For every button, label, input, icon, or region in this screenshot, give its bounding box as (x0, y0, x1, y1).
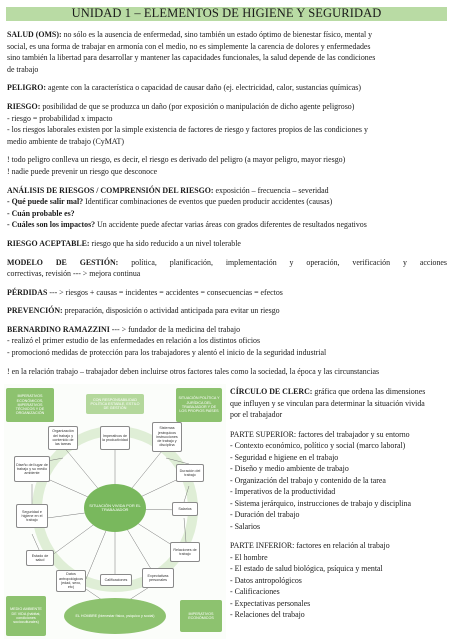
node-relaciones-trabajo: Relaciones de trabajo (170, 542, 200, 562)
node-salarios: Salarios (172, 502, 198, 516)
inferior-item: - Expectativas personales (230, 598, 311, 608)
riesgo-line-1: - riesgo = probabilidad x impacto (7, 113, 113, 123)
ramazzini-term: BERNARDINO RAMAZZINI (7, 324, 110, 334)
node-imperativos-economicos-top: IMPERATIVOS ECONÓMICOS, IMPERATIVOS TÉCNICOS Y DE ORGANIZACIÓN (6, 388, 54, 422)
superior-item: - Salarios (230, 521, 261, 531)
node-medio-ambiente-vida: MEDIO AMBIENTE DE VIDA (hábitat, condiciones socioculturales) (6, 596, 46, 636)
salud-line-3: sino también la libertad para desarrollar y mantener las capacidades funcionales, la salud depende de las condiciones (7, 53, 376, 63)
definitions-section (7, 29, 447, 384)
clerc-circle-diagram (4, 384, 226, 639)
analisis-q1-text: Identificar combinaciones de eventos que pueden producir accidentes (causas) (85, 197, 333, 207)
riesgo-line-3: medio ambiente de trabajo (CyMAT) (7, 136, 125, 146)
riesgo-paragraph (7, 101, 447, 147)
title-highlight (6, 7, 447, 21)
notes-paragraph (7, 154, 447, 177)
inferior-item: - Relaciones del trabajo (230, 610, 305, 619)
node-sistemas-jerarquicos: Sistemas jerárquicos instrucciones de trabajo y disciplina (152, 422, 182, 452)
analisis-paragraph (7, 185, 447, 231)
page-title: UNIDAD 1 – ELEMENTOS DE HIGIENE Y SEGURIDAD (71, 6, 382, 20)
clerc-term: CÍRCULO DE CLERC: (230, 387, 313, 396)
gestion-paragraph (7, 257, 447, 280)
perdidas-term: PÉRDIDAS (7, 287, 48, 297)
clerc-paragraph (230, 386, 448, 421)
salud-line-1: no sólo es la ausencia de enfermedad, sino también un estado óptimo de bienestar físico, mental y (63, 30, 373, 39)
analisis-text: exposición – frecuencia – severidad (215, 185, 329, 195)
gestion-term: MODELO DE GESTIÓN: (7, 257, 119, 267)
gestion-line-2: correctivas, revisión --- > mejora continua (7, 269, 141, 279)
inferior-item: - Datos antropológicos (230, 575, 302, 585)
perdidas-paragraph (7, 287, 447, 299)
inferior-item: - El estado de salud biológica, psíquica y mental (230, 564, 383, 573)
inferior-item: - Calificaciones (230, 587, 280, 596)
clerc-text: gráfica que ordena las dimensiones (314, 387, 426, 396)
salud-paragraph (7, 29, 447, 75)
peligro-paragraph (7, 82, 447, 94)
node-calificaciones: Calificaciones (100, 574, 132, 586)
salud-line-4: de trabajo (7, 64, 39, 74)
superior-paragraph (230, 429, 448, 533)
node-organizacion: Organización del trabajo y contenido de las tareas (48, 426, 78, 450)
clerc-line-2: por el trabajador (230, 410, 283, 419)
analisis-q3-term: - Cuáles son los impactos? (7, 220, 96, 230)
peligro-text: agente con la característica o capacidad de causar daño (ej. electricidad, calor, sustancias químicas) (48, 83, 361, 93)
ramazzini-text: --- > fundador de la medicina del trabajo (111, 324, 241, 334)
peligro-term: PELIGRO: (7, 83, 47, 93)
superior-item: - Organización del trabajo y contenido de la tarea (230, 475, 386, 485)
analisis-term: ANÁLISIS DE RIESGOS / COMPRENSIÓN DEL RIESGO: (7, 185, 214, 195)
superior-item: - Contexto económico, político y social (marco laboral) (230, 441, 406, 450)
note-1: ! todo peligro conlleva un riesgo, es decir, el riesgo es derivado del peligro (a mayor peligro, mayor riesgo) (7, 155, 346, 165)
node-seguridad-higiene: Seguridad e higiene en el trabajo (16, 504, 48, 528)
clerc-explanation (230, 386, 448, 629)
ramazzini-line-2: - promocionó medidas de protección para los trabajadores y alentó el inicio de la seguridad industrial (7, 348, 327, 358)
perdidas-text: --- > riesgos + causas = incidentes = accidentes = consecuencias = efectos (49, 287, 283, 297)
superior-item: - Imperativos de la productividad (230, 487, 336, 496)
analisis-q2-term: - Cuán probable es? (7, 208, 75, 218)
node-imperativos-productividad: Imperativos de la productividad (100, 426, 130, 450)
inferior-paragraph (230, 540, 448, 621)
ramazzini-paragraph (7, 324, 447, 359)
salud-term: SALUD (OMS): (7, 30, 62, 39)
analisis-q3-text: Un accidente puede afectar varias áreas con grados diferentes de resultados negativos (97, 220, 367, 230)
superior-heading: PARTE SUPERIOR: factores del trabajador y su entorno (230, 429, 410, 439)
prevencion-term: PREVENCIÓN: (7, 306, 63, 316)
superior-item: - Duración del trabajo (230, 510, 300, 519)
gestion-text: política, planificación, implementación y operación, verificación y acciones (131, 257, 447, 267)
relacion-paragraph (7, 366, 447, 378)
superior-item: - Sistema jerárquico, instrucciones de trabajo y disciplina (230, 498, 411, 508)
note-2: ! nadie puede prevenir un riesgo que desconoce (7, 166, 158, 176)
node-expectativas: Expectativas personales (142, 568, 174, 588)
node-imperativos-economicos-bottom: IMPERATIVOS ECONÓMICOS (180, 600, 222, 632)
node-estado-salud: Estado de salud (26, 550, 54, 566)
inferior-item: - El hombre (230, 552, 268, 562)
riesgo-term: RIESGO: (7, 101, 41, 111)
aceptable-paragraph (7, 238, 447, 250)
analisis-q1-term: - Qué puede salir mal? (7, 197, 84, 207)
node-responsabilidad-politica: CON RESPONSABILIDAD POLÍTICA ESTABLE, ESTILO DE GESTIÓN (86, 394, 144, 414)
node-datos-antropologicos: Datos antropológicos (edad, sexo, etc) (56, 570, 86, 592)
aceptable-text: riesgo que ha sido reducido a un nivel tolerable (91, 238, 241, 248)
node-el-hombre: EL HOMBRE (bienestar físico, psíquico y social) (64, 598, 166, 634)
prevencion-text: preparación, disposición o actividad anticipada para evitar un riesgo (64, 306, 280, 316)
riesgo-first: posibilidad de que se produzca un daño (por exposición o manipulación de dicho agente peligroso) (42, 101, 355, 111)
ramazzini-line-1: - realizó el primer estudio de las enfermedades en relación a los distintos oficios (7, 336, 261, 346)
salud-line-2: social, es una forma de trabajar en armonía con el medio, no es simplemente la carencia de dolores y enfermedades (7, 41, 371, 51)
superior-item: - Diseño y medio ambiente de trabajo (230, 464, 349, 473)
node-diseno-lugar: Diseño del lugar de trabajo y su medio ambiente (14, 456, 50, 482)
riesgo-line-2: - los riesgos laborales existen por la simple existencia de factores de riesgo y factores propios de las condiciones y (7, 125, 368, 135)
prevencion-paragraph (7, 305, 447, 317)
inferior-heading: PARTE INFERIOR: factores en relación al trabajo (230, 541, 390, 550)
aceptable-term: RIESGO ACEPTABLE: (7, 238, 90, 248)
superior-item: - Seguridad e higiene en el trabajo (230, 452, 339, 462)
node-situacion-vivida: SITUACIÓN VIVIDA POR EL TRABAJADOR (84, 484, 146, 532)
node-situacion-politica: SITUACIÓN POLÍTICA Y JURÍDICA DEL TRABAJADOR Y DE LOS PROPIOS PAÍSES (176, 388, 222, 422)
relacion-text: ! en la relación trabajo – trabajador deben incluirse otros factores tales como la sociedad, la época y las circunstancias (7, 366, 380, 376)
node-duracion: Duración del trabajo (176, 464, 204, 482)
clerc-line-1: que influyen y se vinculan para determinar la situación vivida (230, 398, 425, 408)
